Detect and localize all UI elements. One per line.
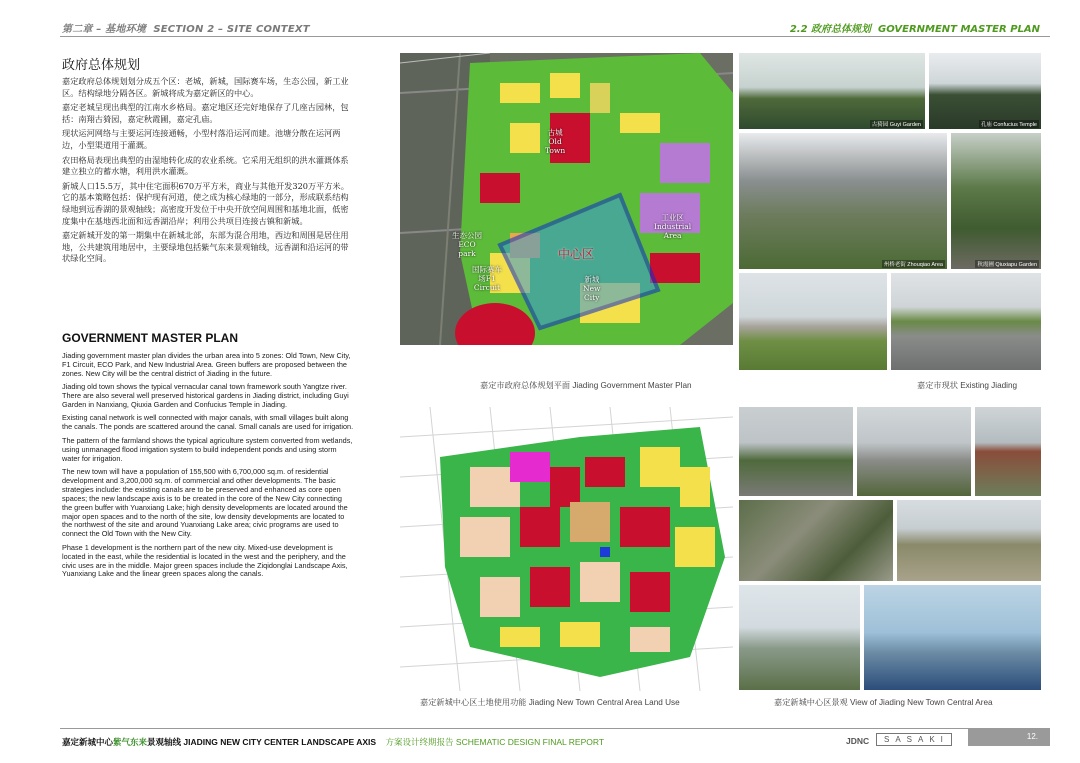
photo-label-zhouqiao: 州桥老街 Zhouqiao Area <box>883 262 943 268</box>
cn-body <box>62 76 354 268</box>
header-chapter <box>790 20 1040 35</box>
header-section-cn: 第二章 – 基地环境 <box>62 24 146 35</box>
master-plan-map <box>400 53 733 345</box>
header-section-en: SECTION 2 – SITE CONTEXT <box>153 24 310 35</box>
photo-confucius-temple <box>929 53 1041 129</box>
cn-paragraph: 现状运河网络与主要运河连接通畅，小型村落沿运河而建。池塘分散在运河两边，小型渠道用于灌溉。 <box>62 128 341 150</box>
map-label-center: 中心区 <box>558 247 595 261</box>
en-paragraph: Jiading old town shows the typical vernacular canal town framework south Yangtze river. There are also several well preserved historical gardens in Jiading district, including Guyi Garden in Nanxiang, Qiuxia Garden and Confucius Temple in Jiading. <box>62 382 349 410</box>
en-paragraph: Jiading government master plan divides the urban area into 5 zones: Old Town, New City, F1 Circuit, ECO Park, and New Industrial Area. Green buffers are proposed between the zones. New City will be the central district of Jiading in the future. <box>62 351 351 378</box>
photo-site-tower <box>975 407 1041 496</box>
map-label-new-city: 新城 New City <box>583 275 601 302</box>
cn-paragraph: 嘉定老城呈现出典型的江南水乡格局。嘉定地区还完好地保存了几座古园林，包括：南翔古猗园，嘉定秋霞圃，嘉定孔庙。 <box>62 102 349 124</box>
page-number: 12. <box>968 728 1050 746</box>
land-use-map <box>400 407 733 691</box>
map-label-old-town: 古城 Old Town <box>545 128 566 155</box>
en-paragraph: The pattern of the farmland shows the typical agriculture system converted from wetlands, using unmanaged flood irrigation system to build independent ponds and using storm water for irrigation. <box>62 435 353 463</box>
footer-jdnc: JDNC <box>846 736 870 746</box>
map-label-eco-park: 生态公园 ECO park <box>452 231 482 258</box>
cn-paragraph: 农田格局表现出典型的由湿地转化成的农业系统。它采用无组织的洪水灌溉体系建立独立的蓄水塘，利用洪水灌溉。 <box>62 154 349 177</box>
caption-land-use: 嘉定新城中心区土地使用功能 Jiading New Town Central Area Land Use <box>420 698 680 707</box>
header-chapter-cn: 政府总体规划 <box>811 24 872 35</box>
photo-canal <box>897 500 1041 581</box>
en-paragraph: Existing canal network is well connected with major canals, with small villages built along the canals. The ponds are scattered around the canal. Small canals are used for irrigation. <box>62 413 354 432</box>
caption-existing: 嘉定市现状 Existing Jiading <box>917 381 1018 390</box>
render-central-area <box>739 585 860 690</box>
footer-title-highlight: 紫气东来 <box>113 737 148 747</box>
footer-title-part: 景观轴线 JIADING NEW CITY CENTER LANDSCAPE AXIS <box>147 737 377 747</box>
footer-title-part: 嘉定新城中心 <box>62 737 114 747</box>
footer-report: 方案设计终期报告 SCHEMATIC DESIGN FINAL REPORT <box>385 737 605 747</box>
photo-zhouqiao-area <box>739 133 947 269</box>
photo-site-elevated-rail <box>857 407 971 496</box>
photo-guyi-garden <box>739 53 925 129</box>
header-divider <box>60 36 1050 37</box>
header-chapter-en: GOVERNMENT MASTER PLAN <box>878 24 1040 35</box>
en-paragraph: The new town will have a population of 155,500 with 6,700,000 sq.m. of residential development and 3,200,000 sq.m. of commercial and other developments. The basic strategies include: the existing canals are to be preserved and enhanced as core open spaces; the new landscape axis is to be created in the core of the New City connecting the green buffer with Yuanxiang Lake; high density developments are located around the major open spaces and to the north of the site, low density developments are located to the northwest of the site and around Yuanxiang Lake area; civic programs are used to connect the Old Town with the New City. <box>62 466 348 539</box>
caption-view: 嘉定新城中心区景观 View of Jiading New Town Central Area <box>774 698 993 707</box>
en-title: GOVERNMENT MASTER PLAN <box>62 331 239 345</box>
footer-divider <box>60 728 1050 729</box>
photo-existing-highway <box>891 273 1041 370</box>
photo-label-confucius: 孔庙 Confucius Temple <box>980 122 1037 128</box>
photo-label-guyi: 古猗园 Guyi Garden <box>871 122 921 128</box>
caption-master-plan: 嘉定市政府总体规划平面 Jiading Government Master Plan <box>480 381 692 390</box>
cn-paragraph: 新城人口15.5万，其中住宅面积670万平方米，商业与其他开发320万平方米。它的基本策略包括：保护现有河道，使之成为核心绿地的一部分，形成联系结构绿地到远香湖的景观轴线；高密度开发位于中央开放空间周围和基地北面，低密度集中在基地西北面和远香湖沿岸；利用公共项目连接古镇和新城。 <box>62 180 349 226</box>
footer-title <box>62 736 604 748</box>
photo-qiuxia-garden <box>951 133 1041 269</box>
en-body <box>62 352 354 584</box>
photo-label-qiuxia: 秋霞圃 Qiuxiapu Garden <box>977 262 1037 268</box>
map-label-industrial: 工业区 Industrial Area <box>654 213 692 240</box>
map-label-f1: 国际赛车 场F1 Circuit <box>472 265 502 292</box>
en-paragraph: Phase 1 development is the northern part of the new city. Mixed-use development is located in the east, while the residential is located in the west and the periphery, and the civic uses are in the middle. Major green spaces include the Ziqidonglai Landscape Axis, Yuanxiang Lake and the linear green spaces along the canals. <box>62 542 348 579</box>
cn-paragraph: 嘉定新城开发的第一期集中在新城北部，东部为混合用地，西边和周围是居住用地，公共建筑用地居中，主要绿地包括紫气东来景观轴线，远香湖和沿运河的带状绿化空间。 <box>62 230 349 264</box>
cn-paragraph: 嘉定政府总体规划划分成五个区：老城，新城，国际赛车场，生态公园，新工业区。结构绿地分隔各区。新城将成为嘉定新区的中心。 <box>62 76 349 98</box>
footer-sasaki-logo: SASAKI <box>876 733 952 746</box>
photo-site-road <box>739 407 853 496</box>
cn-title: 政府总体规划 <box>62 58 141 73</box>
header-chapter-number: 2.2 <box>789 24 808 35</box>
photo-aerial-view <box>739 500 893 581</box>
render-waterfront <box>864 585 1041 690</box>
photo-existing-building <box>739 273 887 370</box>
header-section <box>62 20 310 35</box>
